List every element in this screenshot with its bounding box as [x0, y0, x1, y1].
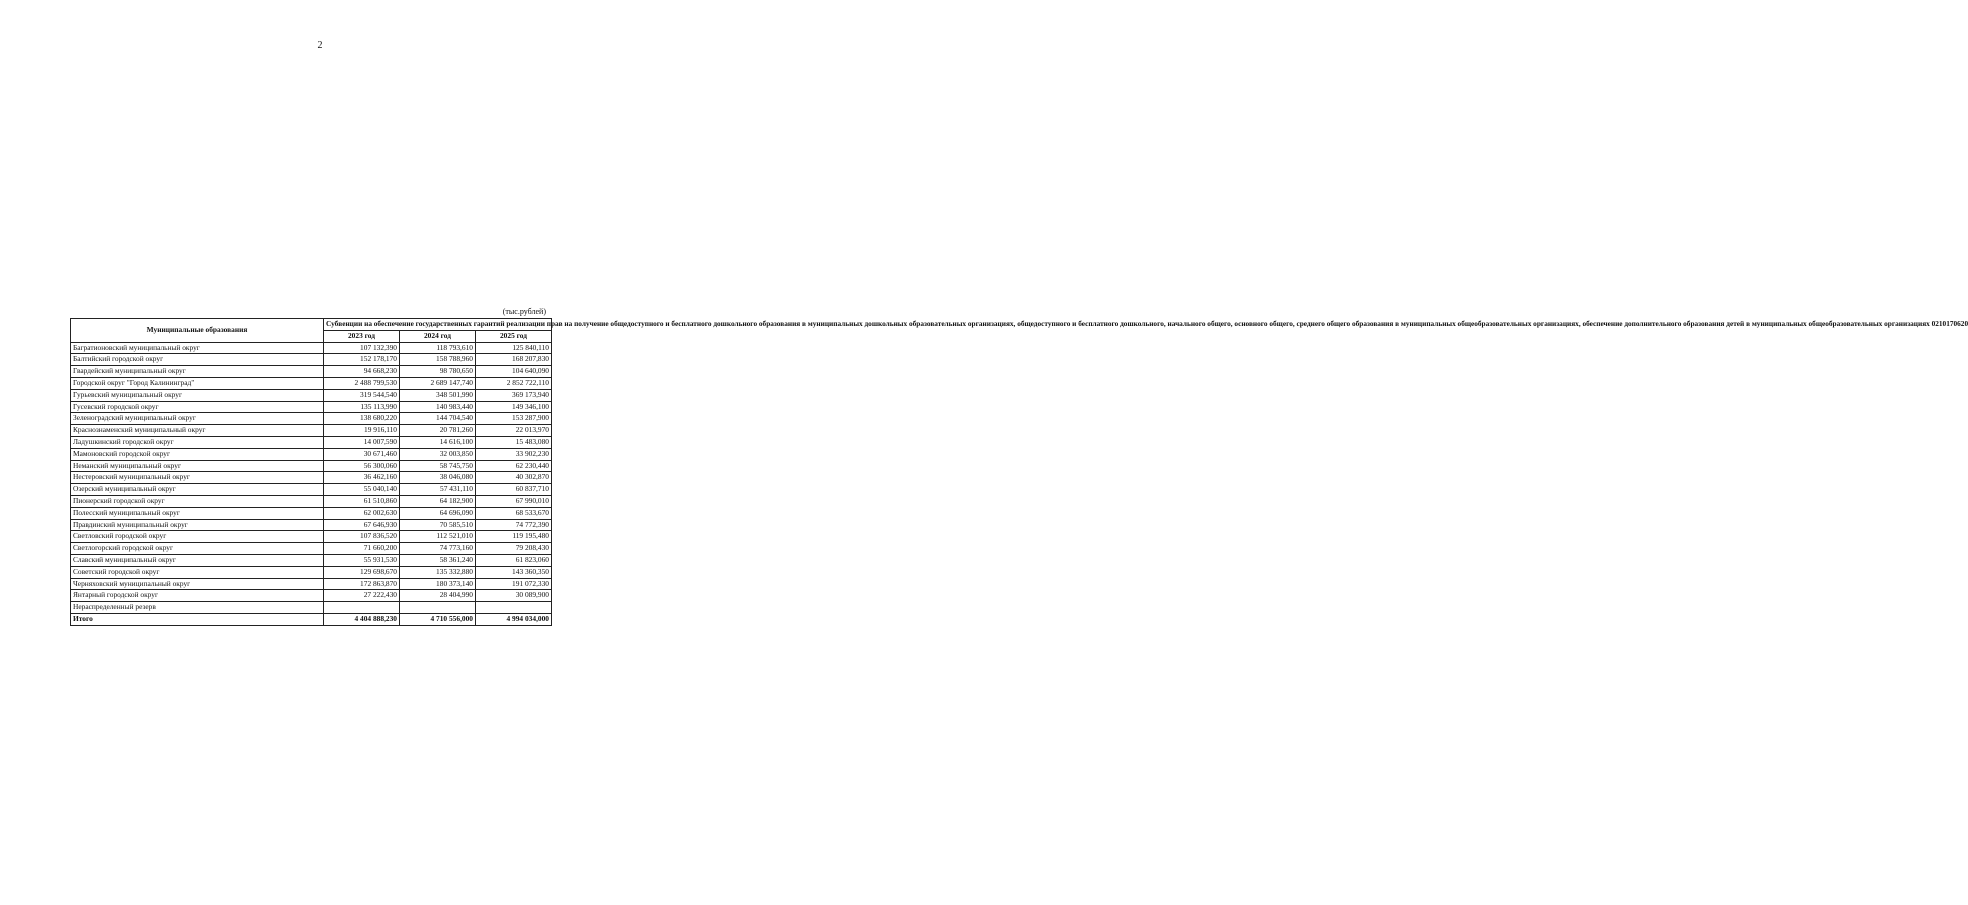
value-2024: 58 361,240 — [400, 554, 476, 566]
value-2023: 107 836,520 — [324, 531, 400, 543]
value-2024: 158 788,960 — [400, 354, 476, 366]
table-row — [71, 389, 552, 401]
subsidy-table — [70, 318, 1968, 626]
table-row — [71, 425, 552, 437]
value-2024: 180 373,140 — [400, 578, 476, 590]
value-2025: 15 483,080 — [476, 436, 552, 448]
value-2023: 55 931,530 — [324, 554, 400, 566]
value-2023: 14 007,590 — [324, 436, 400, 448]
value-2025: 33 902,230 — [476, 448, 552, 460]
municipality-name: Озерский муниципальный округ — [71, 484, 324, 496]
value-2024: 112 521,010 — [400, 531, 476, 543]
table-row — [71, 566, 552, 578]
value-2024: 20 781,260 — [400, 425, 476, 437]
value-2024: 2 689 147,740 — [400, 377, 476, 389]
value-2024: 57 431,110 — [400, 484, 476, 496]
value-2023: 319 544,540 — [324, 389, 400, 401]
value-2023: 138 680,220 — [324, 413, 400, 425]
table-row — [71, 401, 552, 413]
table-row — [71, 519, 552, 531]
municipality-name: Славский муниципальный округ — [71, 554, 324, 566]
value-2025: 60 837,710 — [476, 484, 552, 496]
table-row — [71, 366, 552, 378]
value-2023: 94 668,230 — [324, 366, 400, 378]
year-header-2024: 2024 год — [400, 330, 476, 342]
municipality-name: Зеленоградский муниципальный округ — [71, 413, 324, 425]
value-2025: 168 207,830 — [476, 354, 552, 366]
value-2025: 104 640,090 — [476, 366, 552, 378]
value-2025: 62 230,440 — [476, 460, 552, 472]
table-row — [71, 495, 552, 507]
value-2024: 135 332,880 — [400, 566, 476, 578]
municipality-name: Правдинский муниципальный округ — [71, 519, 324, 531]
table-row — [71, 543, 552, 555]
value-2024: 28 404,990 — [400, 590, 476, 602]
value-2024: 14 616,100 — [400, 436, 476, 448]
table-row — [71, 554, 552, 566]
value-2023: 129 698,670 — [324, 566, 400, 578]
municipality-name: Багратионовский муниципальный округ — [71, 342, 324, 354]
table-row — [71, 472, 552, 484]
value-2025: 125 840,110 — [476, 342, 552, 354]
value-2023: 67 646,930 — [324, 519, 400, 531]
value-2025: 143 360,350 — [476, 566, 552, 578]
municipality-name: Ладушкинский городской округ — [71, 436, 324, 448]
value-2023: 71 660,200 — [324, 543, 400, 555]
value-2025: 40 302,870 — [476, 472, 552, 484]
value-2024: 64 182,900 — [400, 495, 476, 507]
total-row — [71, 613, 552, 625]
value-2023: 19 916,110 — [324, 425, 400, 437]
total-label: Итого — [71, 613, 324, 625]
municipality-name: Советский городской округ — [71, 566, 324, 578]
year-header-2023: 2023 год — [324, 330, 400, 342]
value-2023: 55 040,140 — [324, 484, 400, 496]
table-row — [71, 484, 552, 496]
value-2025: 2 852 722,110 — [476, 377, 552, 389]
table-row — [71, 460, 552, 472]
value-2025: 74 772,390 — [476, 519, 552, 531]
value-2023: 2 488 799,530 — [324, 377, 400, 389]
value-2023: 30 671,460 — [324, 448, 400, 460]
municipality-name: Пионерский городской округ — [71, 495, 324, 507]
value-2025: 22 013,970 — [476, 425, 552, 437]
value-2025: 191 072,330 — [476, 578, 552, 590]
value-2023: 172 863,870 — [324, 578, 400, 590]
total-2024: 4 710 556,000 — [400, 613, 476, 625]
municipality-name: Нестеровский муниципальный округ — [71, 472, 324, 484]
municipality-name: Краснознаменский муниципальный округ — [71, 425, 324, 437]
municipality-name: Городской округ "Город Калининград" — [71, 377, 324, 389]
table-row — [71, 448, 552, 460]
value-2024: 38 046,080 — [400, 472, 476, 484]
value-2025: 61 823,060 — [476, 554, 552, 566]
value-2025: 369 173,940 — [476, 389, 552, 401]
municipality-name: Полесский муниципальный округ — [71, 507, 324, 519]
table-row — [71, 590, 552, 602]
municipality-name: Нераспределенный резерв — [71, 602, 324, 614]
municipality-name: Гвардейский муниципальный округ — [71, 366, 324, 378]
value-2024: 32 003,850 — [400, 448, 476, 460]
value-2025: 68 533,670 — [476, 507, 552, 519]
value-2023 — [324, 602, 400, 614]
page-number: 2 — [317, 40, 323, 51]
value-2025: 79 208,430 — [476, 543, 552, 555]
municipality-name: Гурьевский муниципальный округ — [71, 389, 324, 401]
value-2024: 64 696,090 — [400, 507, 476, 519]
municipality-name: Неманский муниципальный округ — [71, 460, 324, 472]
value-2023: 36 462,160 — [324, 472, 400, 484]
value-2024: 74 773,160 — [400, 543, 476, 555]
municipality-name: Черняховский муниципальный округ — [71, 578, 324, 590]
total-2023: 4 404 888,230 — [324, 613, 400, 625]
column-header-subsidy: Субвенции на обеспечение государственных гарантий реализации прав на получение общедоступного и бесплатного дошкольного образования в муниципальных дошкольных образовательных организациях, общедоступного и бесплатного дошкольного, начального общего, основного общего, среднего общего образования в муниципальных общеобразовательных организациях, обеспечение дополнительного образования детей в муниципальных общеобразовательных организациях 0210170620 — [324, 319, 552, 331]
municipality-name: Светлогорский городской округ — [71, 543, 324, 555]
municipality-name: Светловский городской округ — [71, 531, 324, 543]
total-2025: 4 994 034,000 — [476, 613, 552, 625]
value-2023: 56 300,060 — [324, 460, 400, 472]
value-2023: 62 002,630 — [324, 507, 400, 519]
value-2023: 152 178,170 — [324, 354, 400, 366]
value-2024: 144 704,540 — [400, 413, 476, 425]
municipality-name: Балтийский городской округ — [71, 354, 324, 366]
table-row — [71, 342, 552, 354]
value-2023: 61 510,860 — [324, 495, 400, 507]
table-row — [71, 578, 552, 590]
table-row — [71, 531, 552, 543]
year-header-2025: 2025 год — [476, 330, 552, 342]
value-2023: 107 132,390 — [324, 342, 400, 354]
column-header-municipalities: Муниципальные образования — [71, 319, 324, 343]
municipality-name: Мамоновский городской округ — [71, 448, 324, 460]
municipality-name: Гусевский городской округ — [71, 401, 324, 413]
value-2025 — [476, 602, 552, 614]
value-2025: 119 195,480 — [476, 531, 552, 543]
value-2024 — [400, 602, 476, 614]
table-row — [71, 413, 552, 425]
value-2023: 27 222,430 — [324, 590, 400, 602]
table-row — [71, 436, 552, 448]
value-2025: 67 990,010 — [476, 495, 552, 507]
table-row — [71, 507, 552, 519]
value-2024: 70 585,510 — [400, 519, 476, 531]
value-2025: 153 287,900 — [476, 413, 552, 425]
value-2025: 149 346,100 — [476, 401, 552, 413]
municipality-name: Янтарный городской округ — [71, 590, 324, 602]
table-row — [71, 602, 552, 614]
table-body — [71, 342, 552, 625]
value-2024: 118 793,610 — [400, 342, 476, 354]
value-2025: 30 089,900 — [476, 590, 552, 602]
table-row — [71, 377, 552, 389]
value-2024: 58 745,750 — [400, 460, 476, 472]
table-row — [71, 354, 552, 366]
value-2023: 135 113,990 — [324, 401, 400, 413]
value-2024: 348 501,990 — [400, 389, 476, 401]
value-2024: 98 780,650 — [400, 366, 476, 378]
value-2024: 140 983,440 — [400, 401, 476, 413]
units-label: (тыс.рублей) — [502, 307, 546, 316]
